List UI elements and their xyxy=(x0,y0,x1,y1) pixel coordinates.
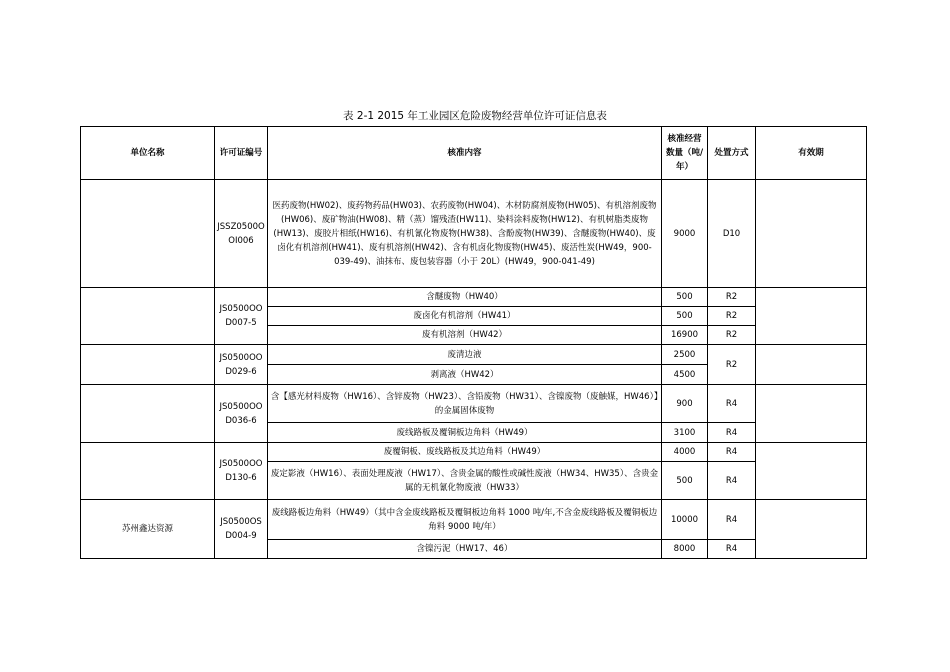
unit-cell xyxy=(81,345,215,385)
quantity-cell: 16900 xyxy=(662,326,708,345)
content-cell: 废有机溶剂（HW42） xyxy=(268,326,662,345)
unit-cell xyxy=(81,180,215,288)
table-row xyxy=(81,288,867,307)
quantity-cell: 8000 xyxy=(662,540,708,559)
method-cell: R4 xyxy=(708,462,756,500)
quantity-cell: 2500 xyxy=(662,345,708,365)
header-unit: 单位名称 xyxy=(81,127,215,180)
content-cell: 含镍污泥（HW17、46） xyxy=(268,540,662,559)
content-cell: 废卤化有机溶剂（HW41） xyxy=(268,307,662,326)
quantity-cell: 9000 xyxy=(662,180,708,288)
license-cell: JS0500OOD029-6 xyxy=(215,345,268,385)
content-cell: 废线路板及覆铜板边角料（HW49） xyxy=(268,423,662,443)
license-cell: JS0500OOD007-5 xyxy=(215,288,268,345)
content-cell: 废清边液 xyxy=(268,345,662,365)
content-cell: 剥离液（HW42） xyxy=(268,365,662,385)
method-cell: R4 xyxy=(708,500,756,540)
header-row xyxy=(81,127,867,180)
content-cell: 废覆铜板、废线路板及其边角料（HW49） xyxy=(268,443,662,462)
validity-cell xyxy=(756,385,867,443)
quantity-cell: 4500 xyxy=(662,365,708,385)
table-row xyxy=(81,385,867,423)
table-row xyxy=(81,500,867,540)
method-cell: R4 xyxy=(708,423,756,443)
method-cell: R2 xyxy=(708,345,756,385)
quantity-cell: 900 xyxy=(662,385,708,423)
method-cell: D10 xyxy=(708,180,756,288)
method-cell: R4 xyxy=(708,443,756,462)
header-license: 许可证编号 xyxy=(215,127,268,180)
method-cell: R4 xyxy=(708,385,756,423)
quantity-cell: 500 xyxy=(662,462,708,500)
method-cell: R2 xyxy=(708,326,756,345)
unit-cell xyxy=(81,288,215,345)
license-table xyxy=(80,126,867,559)
validity-cell xyxy=(756,180,867,288)
unit-cell: 苏州鑫达资源 xyxy=(81,500,215,559)
quantity-cell: 3100 xyxy=(662,423,708,443)
table-row xyxy=(81,345,867,365)
table-title: 表 2-1 2015 年工业园区危险废物经营单位许可证信息表 xyxy=(343,110,607,122)
unit-cell xyxy=(81,385,215,443)
content-cell: 含醚废物（HW40） xyxy=(268,288,662,307)
method-cell: R2 xyxy=(708,307,756,326)
license-cell: JS0500OSD004-9 xyxy=(215,500,268,559)
content-cell: 废线路板边角料（HW49）（其中含金废线路板及覆铜板边角料 1000 吨/年,不含金废线路板及覆铜板边角料 9000 吨/年） xyxy=(268,500,662,540)
header-quantity: 核准经营数量（吨/年） xyxy=(662,127,708,180)
header-method: 处置方式 xyxy=(708,127,756,180)
license-cell: JS0500OOD130-6 xyxy=(215,443,268,500)
content-cell: 含【感光材料废物（HW16）、含锌废物（HW23）、含铅废物（HW31）、含镍废物（废触媒，HW46）】的金属固体废物 xyxy=(268,385,662,423)
quantity-cell: 500 xyxy=(662,288,708,307)
license-cell: JS0500OOD036-6 xyxy=(215,385,268,443)
quantity-cell: 10000 xyxy=(662,500,708,540)
validity-cell xyxy=(756,288,867,345)
validity-cell xyxy=(756,443,867,500)
content-cell: 医药废物(HW02)、废药物药品(HW03)、农药废物(HW04)、木材防腐剂废物(HW05)、有机溶剂废物(HW06)、废矿物油(HW08)、精（蒸）馏残渣(HW11)、染料涂料废物(HW12)、有机树脂类废物(HW13)、废胶片相纸(HW16)、有机氰化物废物(HW38)、含酚废物(HW39)、含醚废物(HW40)、废卤化有机溶剂(HW41)、废有机溶剂(HW42)、含有机卤化物废物(HW45)、废活性炭(HW49，900-039-49)、油抹布、废包装容器（小于 20L）(HW49，900-041-49) xyxy=(268,180,662,288)
method-cell: R4 xyxy=(708,540,756,559)
table-row xyxy=(81,180,867,288)
content-cell: 废定影液（HW16）、表面处理废液（HW17）、含贵金属的酸性或碱性废液（HW34、HW35）、含贵金属的无机氰化物废液（HW33） xyxy=(268,462,662,500)
unit-cell xyxy=(81,443,215,500)
quantity-cell: 500 xyxy=(662,307,708,326)
license-cell: JSSZ0500OOI006 xyxy=(215,180,268,288)
validity-cell xyxy=(756,345,867,385)
header-content: 核准内容 xyxy=(268,127,662,180)
quantity-cell: 4000 xyxy=(662,443,708,462)
header-validity: 有效期 xyxy=(756,127,867,180)
table-row xyxy=(81,443,867,462)
validity-cell xyxy=(756,500,867,559)
method-cell: R2 xyxy=(708,288,756,307)
